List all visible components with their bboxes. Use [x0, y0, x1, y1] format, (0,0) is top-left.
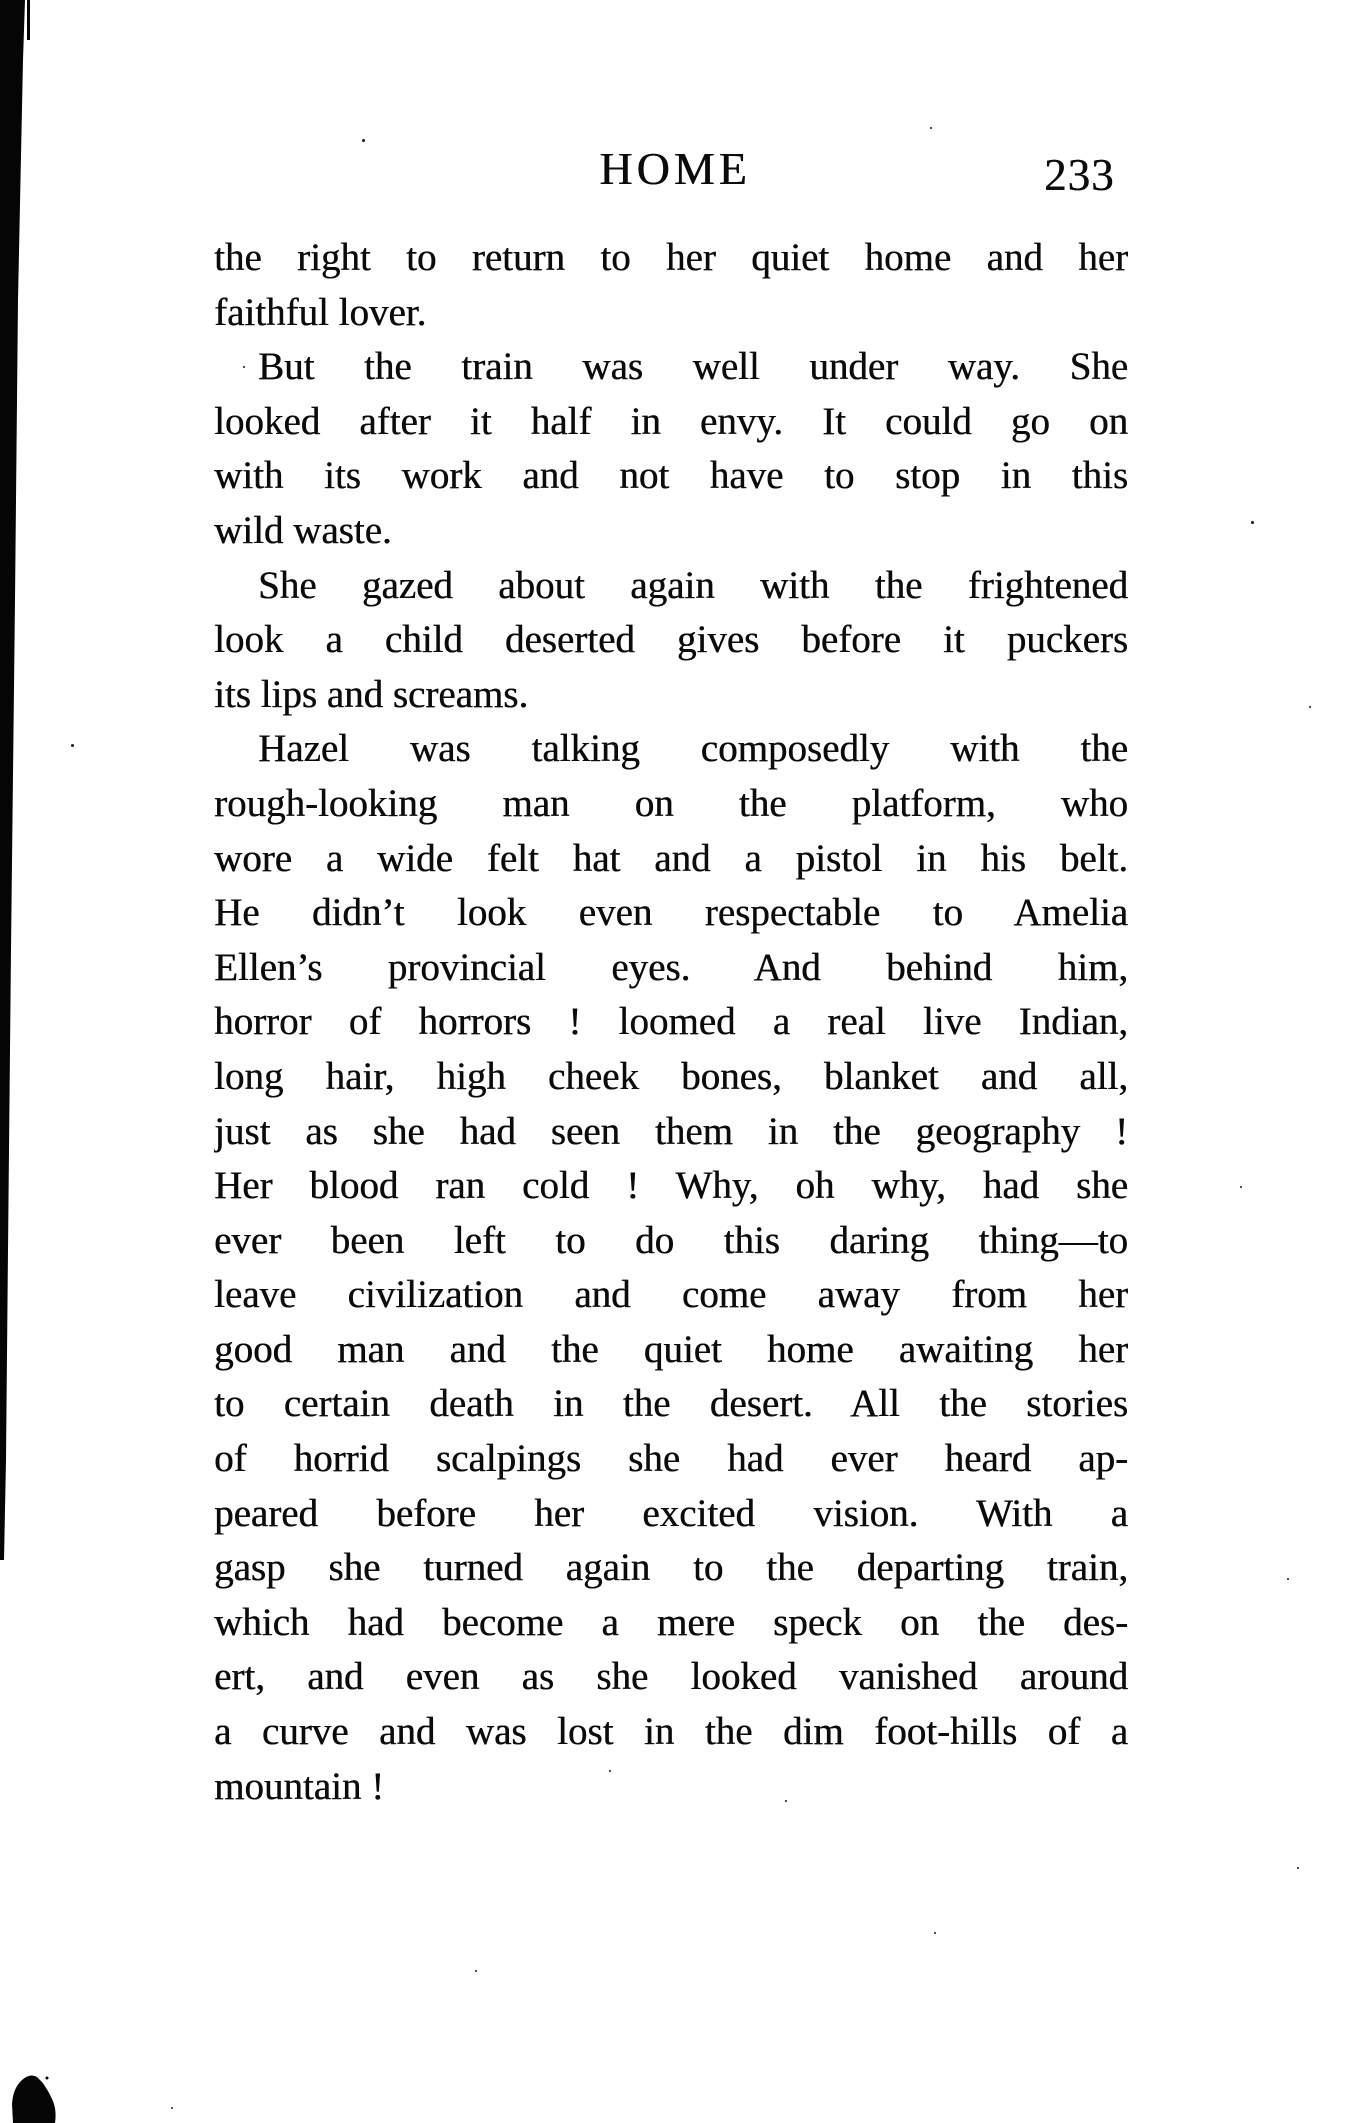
- page-title: HOME: [599, 143, 751, 194]
- text-line: faithful lover.: [214, 290, 427, 334]
- text-line: long hair, high cheek bones, blanket and all,: [214, 1054, 1128, 1098]
- scan-speck: [930, 127, 932, 129]
- text-block: [214, 231, 1128, 1814]
- text-line: horror of horrors ! loomed a real live Indian,: [214, 1000, 1128, 1044]
- text-line: to certain death in the desert. All the stories: [214, 1382, 1128, 1426]
- text-line: wild waste.: [214, 508, 392, 552]
- paragraph: [214, 722, 1128, 1814]
- text-line: gasp she turned again to the departing train,: [214, 1546, 1128, 1590]
- scan-speck: [71, 744, 74, 747]
- text-line: a curve and was lost in the dim foot-hills of a: [214, 1710, 1128, 1754]
- text-line: Ellen’s provincial eyes. And behind him,: [214, 945, 1128, 989]
- text-line: look a child deserted gives before it puckers: [214, 618, 1128, 662]
- scan-speck: [1287, 1578, 1289, 1580]
- scan-speck: [1297, 1867, 1299, 1869]
- paragraph: [214, 231, 1128, 340]
- scan-speck: [171, 2107, 173, 2109]
- ink-blot-artifact: [0, 2068, 80, 2123]
- scan-speck: [1309, 706, 1311, 708]
- scan-speck: [934, 1932, 936, 1934]
- text-line: leave civilization and come away from her: [214, 1273, 1128, 1317]
- text-line: ert, and even as she looked vanished around: [214, 1655, 1128, 1699]
- text-line: looked after it half in envy. It could go on: [214, 399, 1128, 443]
- text-line: just as she had seen them in the geography !: [214, 1109, 1128, 1153]
- text-line: with its work and not have to stop in this: [214, 454, 1128, 498]
- paragraph: [214, 340, 1128, 558]
- scan-speck: [785, 1800, 787, 1802]
- text-line: wore a wide felt hat and a pistol in his belt.: [214, 836, 1128, 880]
- text-line: the right to return to her quiet home and her: [214, 236, 1128, 279]
- text-line: rough-looking man on the platform, who: [214, 781, 1128, 825]
- text-line: peared before her excited vision. With a: [214, 1491, 1128, 1535]
- scan-speck: [362, 139, 365, 142]
- text-line: of horrid scalpings she had ever heard ap-: [214, 1437, 1128, 1481]
- page-number: 233: [1044, 150, 1115, 200]
- scan-speck: [1240, 1186, 1242, 1188]
- scan-speck: [1251, 521, 1254, 524]
- text-line: But the train was well under way. She: [258, 345, 1128, 389]
- text-line: ever been left to do this daring thing—to: [214, 1218, 1128, 1262]
- text-line: Her blood ran cold ! Why, oh why, had she: [214, 1164, 1128, 1208]
- text-line: mountain !: [214, 1764, 385, 1808]
- text-line: She gazed about again with the frightened: [258, 563, 1128, 607]
- text-line: its lips and screams.: [214, 672, 529, 716]
- text-line: good man and the quiet home awaiting her: [214, 1327, 1128, 1371]
- scan-speck: [475, 1970, 477, 1972]
- scan-gutter-shadow: [0, 0, 70, 1600]
- text-line: He didn’t look even respectable to Amelia: [214, 891, 1128, 935]
- paragraph: [214, 559, 1128, 723]
- scan-speck: [609, 1770, 611, 1772]
- text-line: which had become a mere speck on the des-: [214, 1600, 1128, 1644]
- text-line: Hazel was talking composedly with the: [258, 727, 1128, 771]
- scan-speck: [243, 366, 245, 368]
